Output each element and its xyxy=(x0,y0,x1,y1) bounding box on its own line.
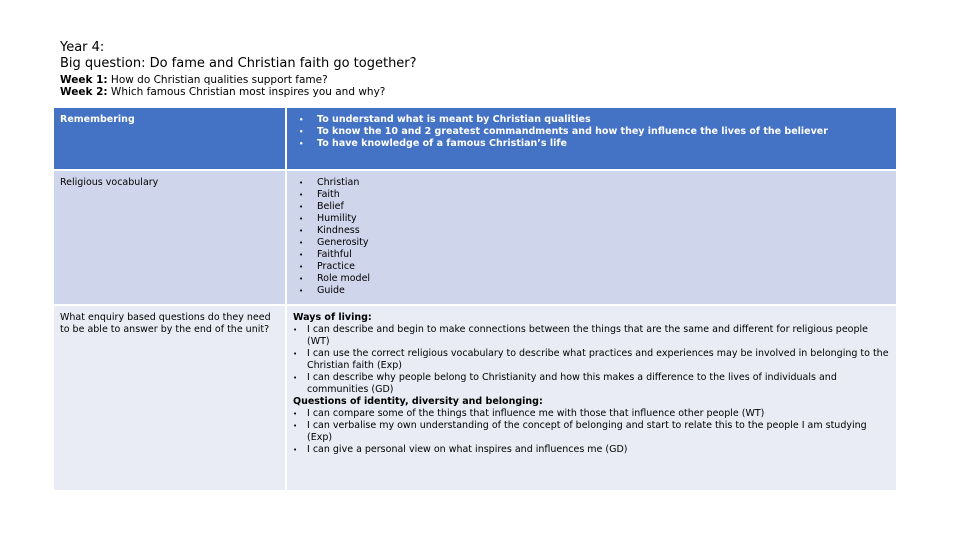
week-1-line xyxy=(60,74,920,86)
list-item: • To understand what is meant by Christian qualities xyxy=(293,114,890,126)
list-item: • I can describe why people belong to Christianity and how this makes a difference to the lives of individuals and communities (GD) xyxy=(293,372,890,396)
week-2-text: Which famous Christian most inspires you and why? xyxy=(107,86,386,98)
lesson-header xyxy=(60,40,920,98)
big-question-heading: Big question: Do fame and Christian faith go together? xyxy=(60,56,417,71)
week-2-label: Week 2: xyxy=(60,86,108,98)
list-item: • I can verbalise my own understanding of the concept of belonging and start to relate this to the people I am studying (Exp) xyxy=(293,420,890,444)
list-item: • I can give a personal view on what inspires and influences me (GD) xyxy=(293,444,890,456)
row-label-enquiry: What enquiry based questions do they need to be able to answer by the end of the unit? xyxy=(54,306,285,490)
list-item: • I can describe and begin to make connections between the things that are the same and different for religious people (WT) xyxy=(293,324,890,348)
list-item: • Faithful xyxy=(293,249,890,261)
title-block xyxy=(60,40,920,72)
list-item: • I can use the correct religious vocabulary to describe what practices and experiences may be involved in belonging to the Christian faith (Exp) xyxy=(293,348,890,372)
vocabulary-content xyxy=(287,171,896,304)
list-item: • Generosity xyxy=(293,237,890,249)
unit-table xyxy=(54,108,896,490)
list-item: • Humility xyxy=(293,213,890,225)
list-item: • I can compare some of the things that influence me with those that influence other people (WT) xyxy=(293,408,890,420)
list-item: • Role model xyxy=(293,273,890,285)
list-item: • Christian xyxy=(293,177,890,189)
list-item: • Guide xyxy=(293,285,890,297)
vocabulary-list xyxy=(293,177,890,297)
remembering-content xyxy=(287,108,896,169)
remembering-list xyxy=(293,114,890,150)
row-label-remembering: Remembering xyxy=(54,108,285,169)
ways-of-living-heading: Ways of living: xyxy=(293,312,372,323)
week-1-text: How do Christian qualities support fame? xyxy=(107,74,328,86)
ways-of-living-list xyxy=(293,324,890,396)
identity-list xyxy=(293,408,890,456)
list-item: • To have knowledge of a famous Christian’s life xyxy=(293,138,890,150)
list-item: • To know the 10 and 2 greatest commandments and how they influence the lives of the believer xyxy=(293,126,890,138)
enquiry-content xyxy=(287,306,896,490)
list-item: • Kindness xyxy=(293,225,890,237)
week-1-label: Week 1: xyxy=(60,74,108,86)
week-2-line xyxy=(60,86,920,98)
list-item: • Belief xyxy=(293,201,890,213)
list-item: • Practice xyxy=(293,261,890,273)
year-heading: Year 4: xyxy=(60,40,105,55)
identity-heading: Questions of identity, diversity and belonging: xyxy=(293,396,543,407)
row-label-vocabulary: Religious vocabulary xyxy=(54,171,285,304)
list-item: • Faith xyxy=(293,189,890,201)
